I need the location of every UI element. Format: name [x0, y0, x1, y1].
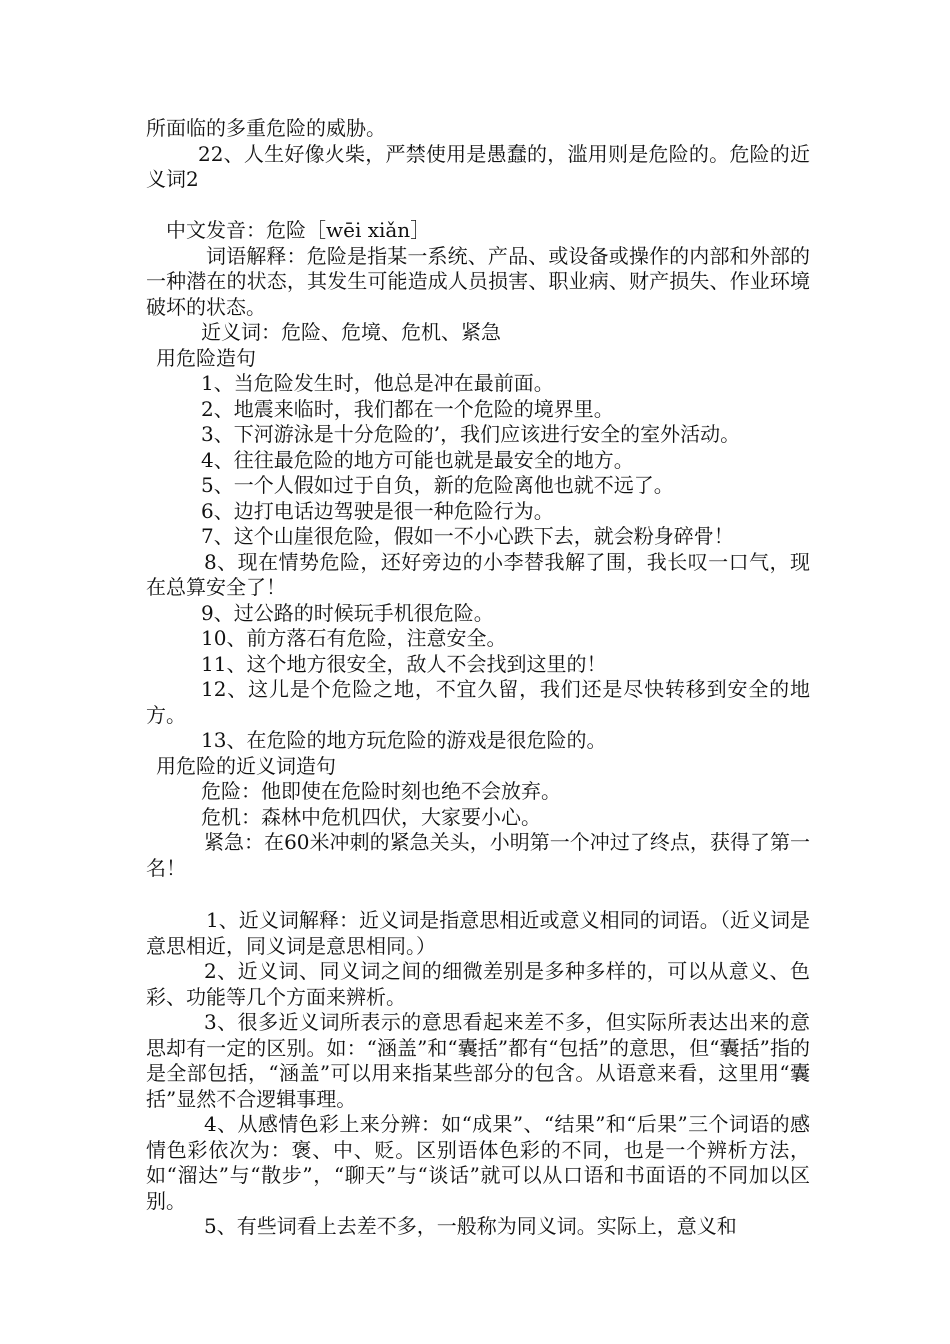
synonym-sentence: 危机：森林中危机四伏，大家要小心。: [201, 804, 541, 829]
synonym-sentence: 危险：他即使在危险时刻也绝不会放弃。: [201, 779, 561, 803]
explanation-paragraph: 3、很多近义词所表示的意思看起来差不多，但实际所表达出来的意思却有一定的区别。如：“涵盖”和“囊括”都有“包括”的意思，但“囊括”指的是全部包括，“涵盖”可以用来指某些部分的包含。从语意来看，这里用“囊括”显然不合逻辑事理。: [146, 1010, 810, 1111]
paragraph-item-22: 22、人生好像火柴，严禁使用是愚蠢的，滥用则是危险的。危险的近义词2: [146, 141, 810, 191]
example-sentence: 4、往往最危险的地方可能也就是最安全的地方。: [201, 447, 634, 472]
example-sentence: 8、现在情势危险，还好旁边的小李替我解了围，我长叹一口气，现在总算安全了！: [146, 549, 810, 599]
blank-line: [146, 881, 810, 908]
example-sentence: 6、边打电话边驾驶是很一种危险行为。: [201, 498, 554, 523]
explanation-paragraph: 2、近义词、同义词之间的细微差别是多种多样的，可以从意义、色彩、功能等几个方面来辨析。: [146, 959, 810, 1009]
example-sentence: 7、这个山崖很危险，假如一不小心跌下去，就会粉身碎骨！: [201, 524, 734, 548]
example-sentence: 1、当危险发生时，他总是冲在最前面。: [201, 371, 554, 395]
section-heading-synonym-examples: 用危险的近义词造句: [156, 753, 336, 778]
paragraph-continuation: 所面临的多重危险的威胁。: [146, 116, 386, 140]
example-sentence: 13、在危险的地方玩危险的游戏是很危险的。: [201, 728, 607, 752]
example-sentence: 11、这个地方很安全，敌人不会找到这里的！: [201, 651, 607, 676]
example-sentence: 3、下河游泳是十分危险的’，我们应该进行安全的室外活动。: [201, 422, 741, 446]
example-sentence: 9、过公路的时候玩手机很危险。: [201, 600, 494, 625]
synonyms-line: 近义词：危险、危境、危机、紧急: [201, 320, 501, 344]
definition-paragraph: 词语解释：危险是指某一系统、产品、或设备或操作的内部和外部的一种潜在的状态，其发生可能造成人员损害、职业病、财产损失、作业环境破坏的状态。: [146, 243, 810, 319]
explanation-paragraph: 4、从感情色彩上来分辨：如“成果”、“结果”和“后果”三个词语的感情色彩依次为：褒、中、贬。区别语体色彩的不同，也是一个辨析方法，如“溜达”与“散步”，“聊天”与“谈话”就可以从口语和书面语的不同加以区别。: [146, 1112, 810, 1213]
example-sentence: 2、地震来临时，我们都在一个危险的境界里。: [201, 396, 614, 421]
explanation-paragraph: 1、近义词解释：近义词是指意思相近或意义相同的词语。（近义词是意思相近，同义词是意思相同。）: [146, 908, 810, 958]
example-sentence: 10、前方落石有危险，注意安全。: [201, 626, 507, 650]
section-heading-examples: 用危险造句: [156, 345, 256, 370]
example-sentence: 5、一个人假如过于自负，新的危险离他也就不远了。: [201, 473, 674, 497]
document-body: [146, 116, 810, 1240]
synonym-sentence: 紧急：在60米冲刺的紧急关头，小明第一个冲过了终点，获得了第一名！: [146, 830, 810, 880]
example-sentence: 12、这儿是个危险之地，不宜久留，我们还是尽快转移到安全的地方。: [146, 677, 810, 727]
pronunciation-line: 中文发音：危险［wēi xiǎn］: [166, 218, 431, 242]
explanation-paragraph: 5、有些词看上去差不多，一般称为同义词。实际上，意义和: [204, 1214, 737, 1238]
blank-line: [146, 193, 810, 219]
